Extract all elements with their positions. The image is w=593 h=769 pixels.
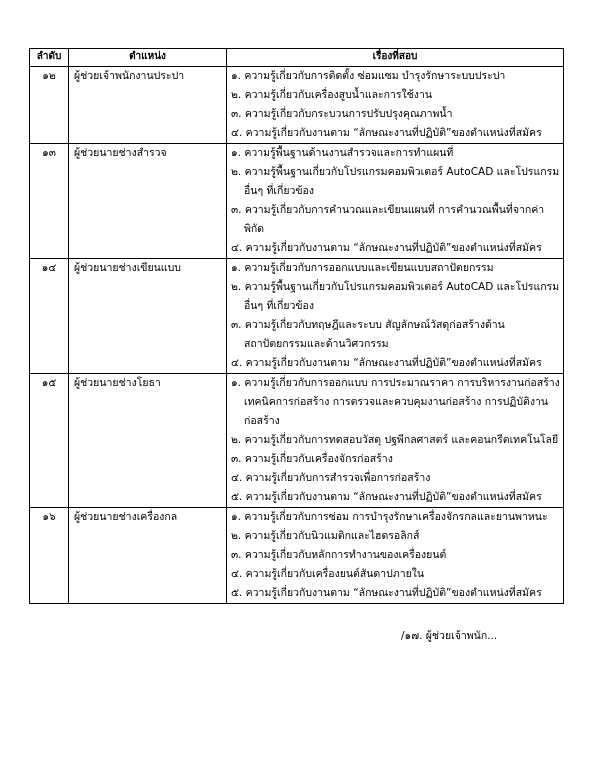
exam-subject-item: ๕. ความรู้เกี่ยวกับงานตาม “ลักษณะงานที่ปฏิบัติ”ของตำแหน่งที่สมัคร [231,491,542,503]
table-row [30,374,564,508]
table-row [30,259,564,374]
header-order: ลำดับ [30,49,69,67]
exam-subject-list [227,374,564,508]
exam-subject-item: ๑. ความรู้เกี่ยวกับการออกแบบ การประมาณราคา การบริหารงานก่อสร้าง เทคนิคการก่อสร้าง การตรวจและควบคุมงานก่อสร้าง การปฏิบัติงานก่อสร้าง [231,377,560,427]
exam-subject-item: ๒. ความรู้พื้นฐานเกี่ยวกับโปรแกรมคอมพิวเตอร์ AutoCAD และโปรแกรมอื่นๆ ที่เกี่ยวข้อง [231,281,560,312]
exam-subject-item: ๓. ความรู้เกี่ยวกับกระบวนการปรับปรุงคุณภาพน้ำ [231,108,453,120]
table-header-row [30,49,564,67]
table-body [30,67,564,604]
row-number: ๑๖ [30,508,69,604]
exam-subject-item: ๑. ความรู้เกี่ยวกับการออกแบบและเขียนแบบสถาปัตยกรรม [231,262,494,274]
exam-subject-item: ๔. ความรู้เกี่ยวกับงานตาม “ลักษณะงานที่ปฏิบัติ”ของตำแหน่งที่สมัคร [231,127,542,139]
exam-subject-item: ๒. ความรู้เกี่ยวกับนิวแมติกและไฮดรอลิกส์ [231,530,420,542]
exam-subject-item: ๒. ความรู้เกี่ยวกับเครื่องสูบน้ำและการใช้งาน [231,89,433,101]
position-name: ผู้ช่วยนายช่างโยธา [69,374,227,508]
position-name: ผู้ช่วยนายช่างสำรวจ [69,144,227,259]
table-row [30,67,564,144]
header-exam-subjects: เรื่องที่สอบ [227,49,564,67]
exam-subject-item: ๓. ความรู้เกี่ยวกับหลักการทำงานของเครื่องยนต์ [231,549,447,561]
row-number: ๑๕ [30,374,69,508]
exam-subject-item: ๓. ความรู้เกี่ยวกับทฤษฎีและระบบ สัญลักษณ์วัสดุก่อสร้างด้านสถาปัตยกรรมและด้านวิศวกรรม [231,319,505,350]
exam-subject-item: ๔. ความรู้เกี่ยวกับงานตาม “ลักษณะงานที่ปฏิบัติ”ของตำแหน่งที่สมัคร [231,242,542,254]
exam-subject-item: ๑. ความรู้พื้นฐานด้านงานสำรวจและการทำแผนที่ [231,147,454,159]
row-number: ๑๒ [30,67,69,144]
exam-subject-list [227,259,564,374]
position-name: ผู้ช่วยนายช่างเขียนแบบ [69,259,227,374]
position-name: ผู้ช่วยนายช่างเครื่องกล [69,508,227,604]
position-name: ผู้ช่วยเจ้าพนักงานประปา [69,67,227,144]
exam-subject-item: ๒. ความรู้เกี่ยวกับการทดสอบวัสดุ ปฐพีกลศาสตร์ และคอนกรีตเทคโนโลยี [231,434,559,446]
exam-subject-list [227,67,564,144]
exam-subject-list [227,508,564,604]
exam-subject-item: ๔. ความรู้เกี่ยวกับงานตาม “ลักษณะงานที่ปฏิบัติ”ของตำแหน่งที่สมัคร [231,357,542,369]
row-number: ๑๓ [30,144,69,259]
row-number: ๑๔ [30,259,69,374]
exam-subject-item: ๑. ความรู้เกี่ยวกับการติดตั้ง ซ่อมแซม บำรุงรักษาระบบประปา [231,70,506,82]
table-row [30,144,564,259]
exam-subject-item: ๑. ความรู้เกี่ยวกับการซ่อม การบำรุงรักษาเครื่องจักรกลและยานพาหนะ [231,511,548,523]
exam-subject-item: ๔. ความรู้เกี่ยวกับการสำรวจเพื่อการก่อสร้าง [231,472,431,484]
header-position: ตำแหน่ง [69,49,227,67]
exam-subjects-table [29,48,564,604]
table-row [30,508,564,604]
exam-subject-item: ๕. ความรู้เกี่ยวกับงานตาม “ลักษณะงานที่ปฏิบัติ”ของตำแหน่งที่สมัคร [231,587,542,599]
exam-subject-item: ๒. ความรู้พื้นฐานเกี่ยวกับโปรแกรมคอมพิวเตอร์ AutoCAD และโปรแกรมอื่นๆ ที่เกี่ยวข้อง [231,166,560,197]
continuation-note: /๑๗. ผู้ช่วยเจ้าพนัก... [401,630,498,642]
exam-subject-item: ๔. ความรู้เกี่ยวกับเครื่องยนต์สันดาปภายใน [231,568,425,580]
exam-subject-item: ๓. ความรู้เกี่ยวกับเครื่องจักรก่อสร้าง [231,453,393,465]
exam-subject-list [227,144,564,259]
exam-subject-item: ๓. ความรู้เกี่ยวกับการคำนวณและเขียนแผนที่ การคำนวณพื้นที่จากค่าพิกัด [231,204,545,235]
